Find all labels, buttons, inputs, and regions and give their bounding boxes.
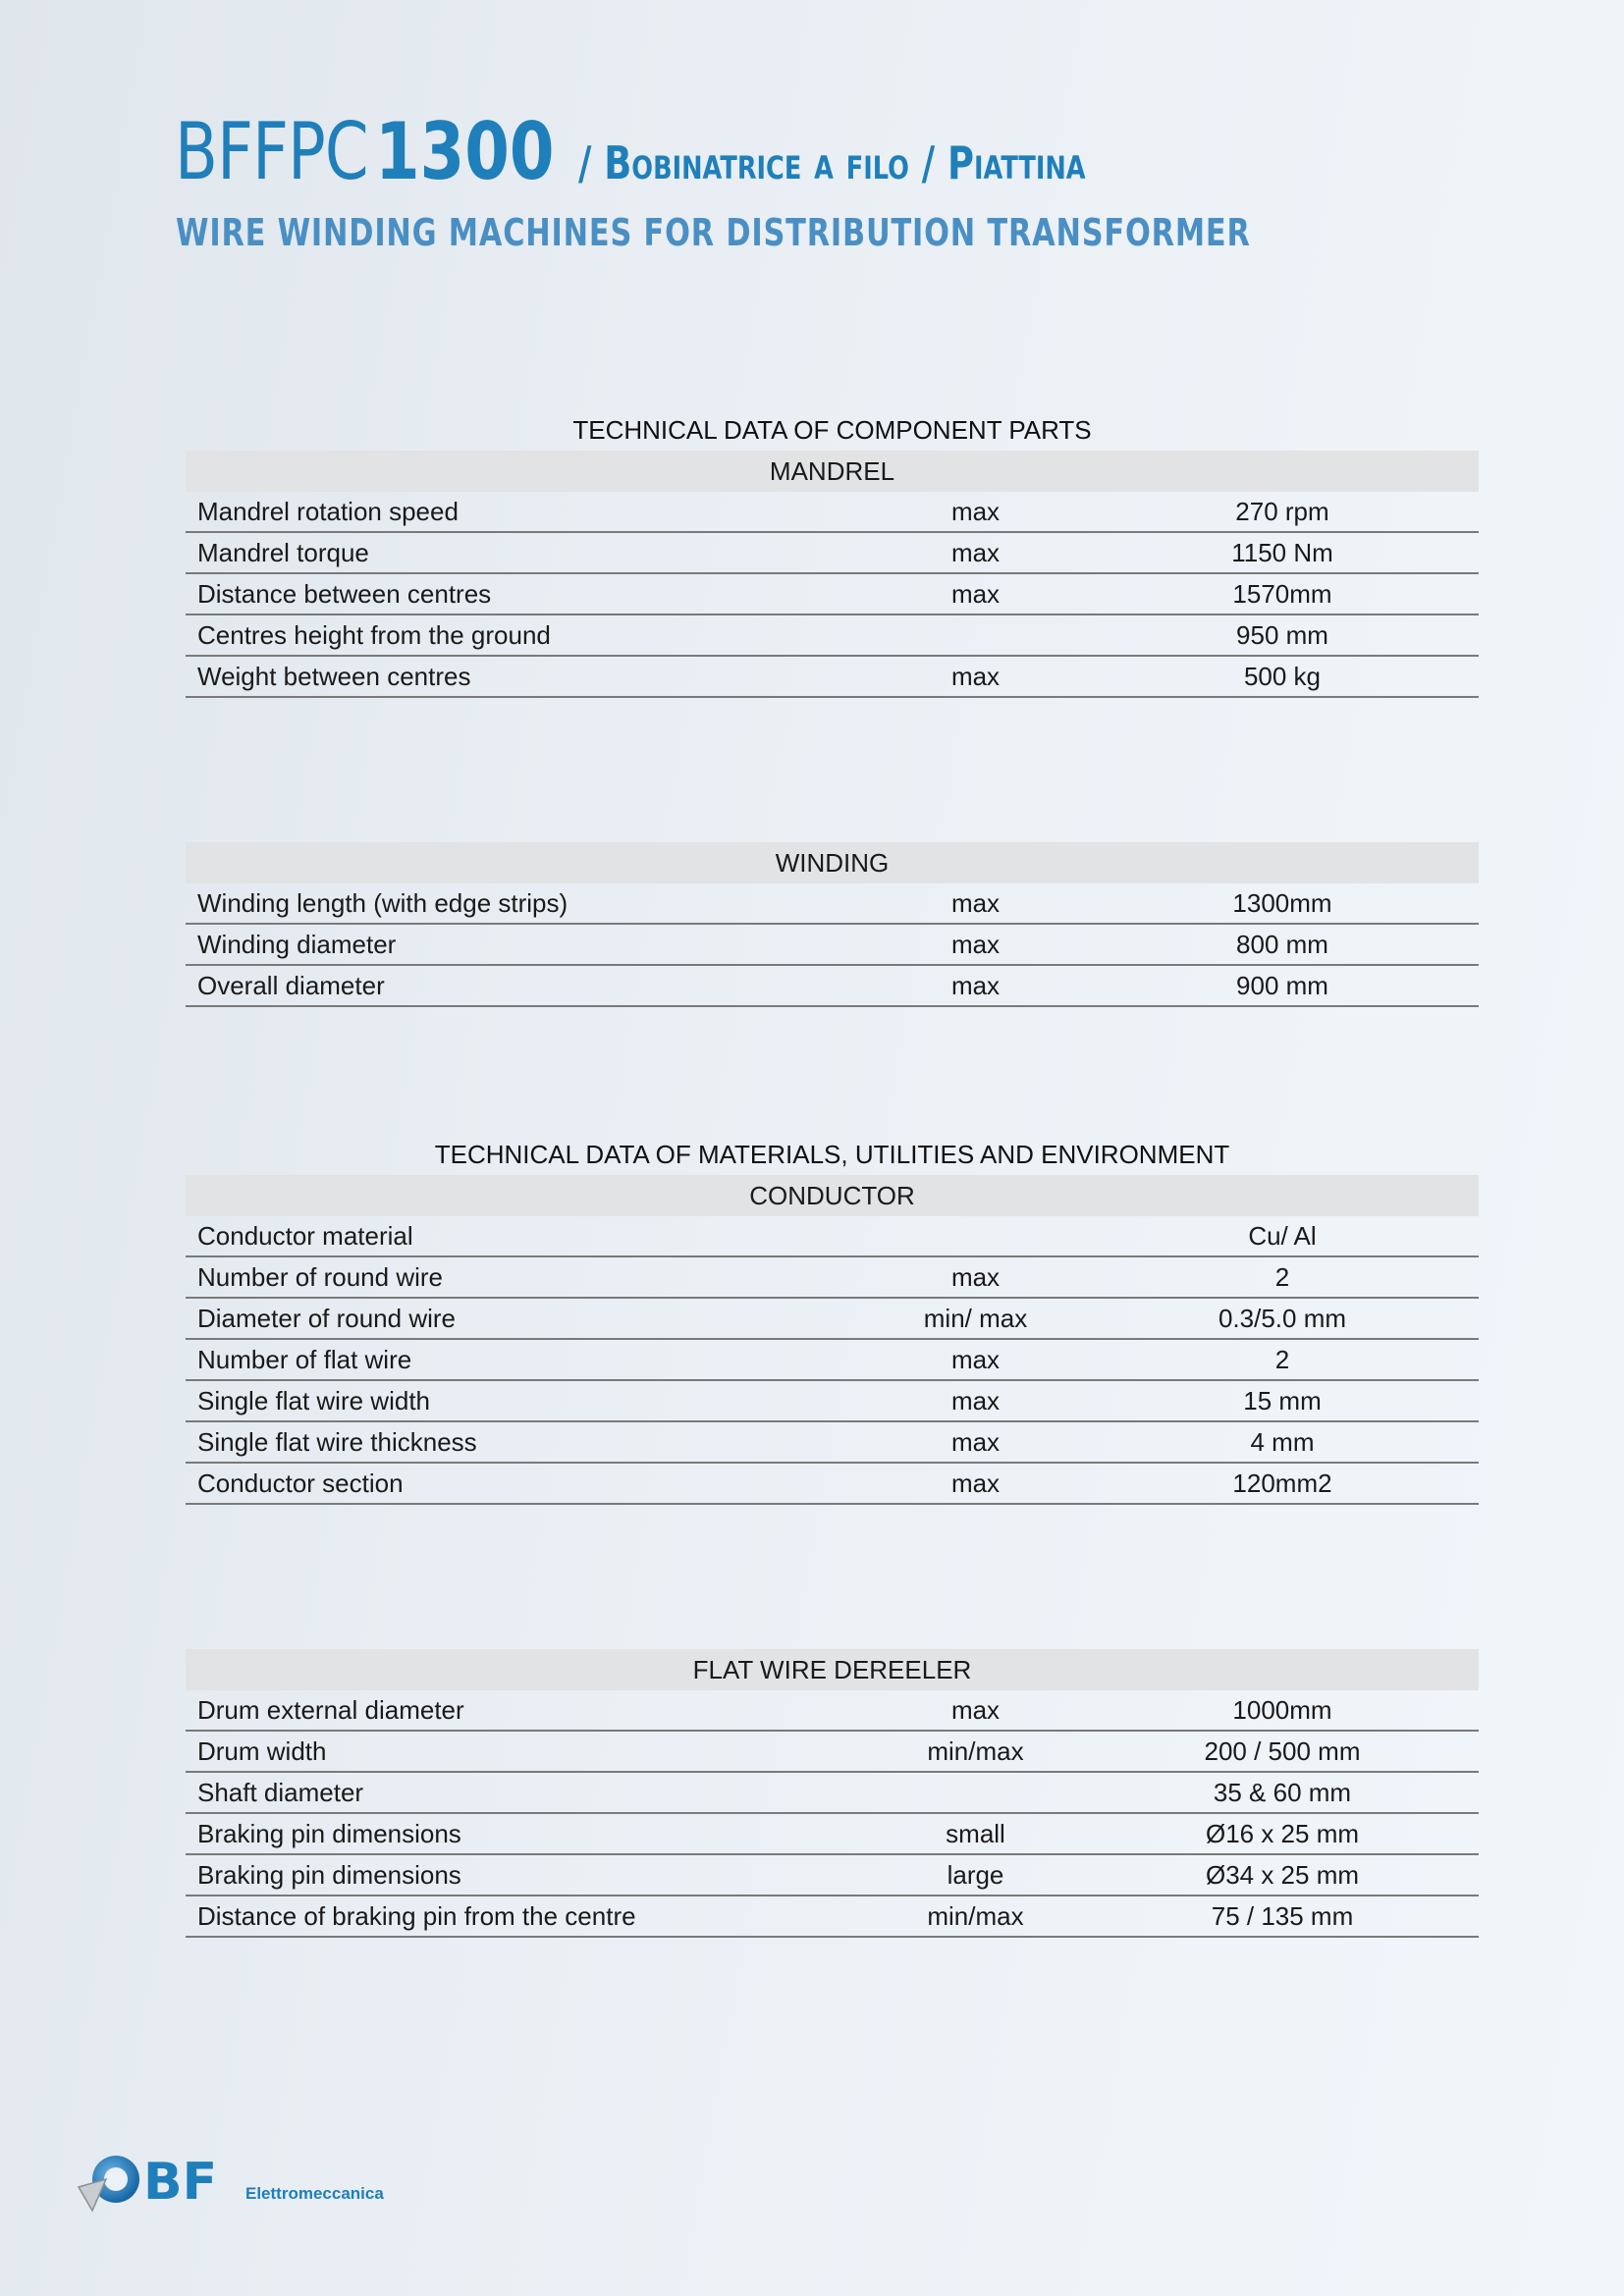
limit-cell: max [826, 1380, 1125, 1421]
table-row [186, 1731, 1479, 1772]
value-cell: 500 kg [1125, 656, 1479, 697]
value-cell: 950 mm [1125, 614, 1479, 656]
logo-company-name: Elettromeccanica [245, 2184, 384, 2203]
param-cell: Weight between centres [186, 656, 826, 697]
param-cell: Single flat wire width [186, 1380, 826, 1421]
param-cell: Number of round wire [186, 1256, 826, 1298]
limit-cell [826, 614, 1125, 656]
value-cell: 800 mm [1125, 924, 1479, 965]
param-cell: Drum width [186, 1731, 826, 1772]
value-cell: 1300mm [1125, 883, 1479, 924]
value-cell: 270 rpm [1125, 492, 1479, 532]
table-row [186, 1421, 1479, 1463]
param-cell: Distance of braking pin from the centre [186, 1896, 826, 1937]
limit-cell: max [826, 1690, 1125, 1731]
limit-cell: max [826, 532, 1125, 573]
table-row [186, 532, 1479, 573]
param-cell: Distance between centres [186, 573, 826, 614]
value-cell: 0.3/5.0 mm [1125, 1298, 1479, 1339]
param-cell: Braking pin dimensions [186, 1813, 826, 1854]
value-cell: 1150 Nm [1125, 532, 1479, 573]
param-cell: Number of flat wire [186, 1339, 826, 1380]
table-row [186, 1463, 1479, 1504]
logo-letters: BF [143, 2153, 218, 2212]
document-title [175, 106, 1212, 197]
value-cell: Ø34 x 25 mm [1125, 1854, 1479, 1896]
value-cell: 75 / 135 mm [1125, 1896, 1479, 1937]
table-row [186, 1256, 1479, 1298]
limit-cell: max [826, 1463, 1125, 1504]
dereeler-heading: FLAT WIRE DEREELER [186, 1649, 1479, 1690]
model-prefix: BFFPC [175, 106, 368, 197]
value-cell: 2 [1125, 1256, 1479, 1298]
table-row [186, 965, 1479, 1006]
param-cell: Drum external diameter [186, 1690, 826, 1731]
limit-cell [826, 1772, 1125, 1813]
table-row [186, 1380, 1479, 1421]
model-number: 1300 [375, 106, 555, 197]
table-row [186, 492, 1479, 532]
limit-cell: max [826, 965, 1125, 1006]
param-cell: Winding length (with edge strips) [186, 883, 826, 924]
param-cell: Braking pin dimensions [186, 1854, 826, 1896]
param-cell: Winding diameter [186, 924, 826, 965]
param-cell: Mandrel rotation speed [186, 492, 826, 532]
winding-table [186, 842, 1479, 1007]
limit-cell: max [826, 1339, 1125, 1380]
value-cell: 1000mm [1125, 1690, 1479, 1731]
document-subtitle: WIRE WINDING MACHINES FOR DISTRIBUTION TRANSFORMER [176, 211, 1251, 254]
limit-cell: min/ max [826, 1298, 1125, 1339]
table-row [186, 1339, 1479, 1380]
param-cell: Conductor material [186, 1216, 826, 1256]
value-cell: 120mm2 [1125, 1463, 1479, 1504]
value-cell: 200 / 500 mm [1125, 1731, 1479, 1772]
mandrel-table [186, 451, 1479, 698]
section-title-materials: TECHNICAL DATA OF MATERIALS, UTILITIES AND ENVIRONMENT [434, 1140, 1230, 1169]
table-row [186, 1216, 1479, 1256]
table-row [186, 1896, 1479, 1937]
dereeler-table [186, 1649, 1479, 1938]
conductor-table [186, 1175, 1479, 1505]
param-cell: Centres height from the ground [186, 614, 826, 656]
limit-cell: max [826, 883, 1125, 924]
param-cell: Diameter of round wire [186, 1298, 826, 1339]
table-row [186, 1690, 1479, 1731]
winding-heading: WINDING [186, 842, 1479, 883]
table-row [186, 883, 1479, 924]
table-row [186, 1298, 1479, 1339]
table-row [186, 924, 1479, 965]
limit-cell: large [826, 1854, 1125, 1896]
title-description: / Bobinatrice a filo / Piattina [577, 136, 1086, 189]
table-row [186, 656, 1479, 697]
param-cell: Single flat wire thickness [186, 1421, 826, 1463]
table-row [186, 614, 1479, 656]
table-row [186, 1772, 1479, 1813]
limit-cell: max [826, 1256, 1125, 1298]
value-cell: 15 mm [1125, 1380, 1479, 1421]
table-row [186, 1854, 1479, 1896]
value-cell: Ø16 x 25 mm [1125, 1813, 1479, 1854]
value-cell: 900 mm [1125, 965, 1479, 1006]
value-cell: 4 mm [1125, 1421, 1479, 1463]
limit-cell [826, 1216, 1125, 1256]
value-cell: Cu/ Al [1125, 1216, 1479, 1256]
limit-cell: max [826, 1421, 1125, 1463]
limit-cell: min/max [826, 1896, 1125, 1937]
value-cell: 1570mm [1125, 573, 1479, 614]
table-row [186, 573, 1479, 614]
limit-cell: max [826, 656, 1125, 697]
param-cell: Overall diameter [186, 965, 826, 1006]
value-cell: 2 [1125, 1339, 1479, 1380]
limit-cell: min/max [826, 1731, 1125, 1772]
mandrel-heading: MANDREL [186, 451, 1479, 492]
param-cell: Conductor section [186, 1463, 826, 1504]
limit-cell: max [826, 492, 1125, 532]
table-row [186, 1813, 1479, 1854]
param-cell: Mandrel torque [186, 532, 826, 573]
section-title-component-parts: TECHNICAL DATA OF COMPONENT PARTS [572, 415, 1092, 445]
param-cell: Shaft diameter [186, 1772, 826, 1813]
limit-cell: small [826, 1813, 1125, 1854]
conductor-heading: CONDUCTOR [186, 1175, 1479, 1216]
value-cell: 35 & 60 mm [1125, 1772, 1479, 1813]
limit-cell: max [826, 573, 1125, 614]
limit-cell: max [826, 924, 1125, 965]
